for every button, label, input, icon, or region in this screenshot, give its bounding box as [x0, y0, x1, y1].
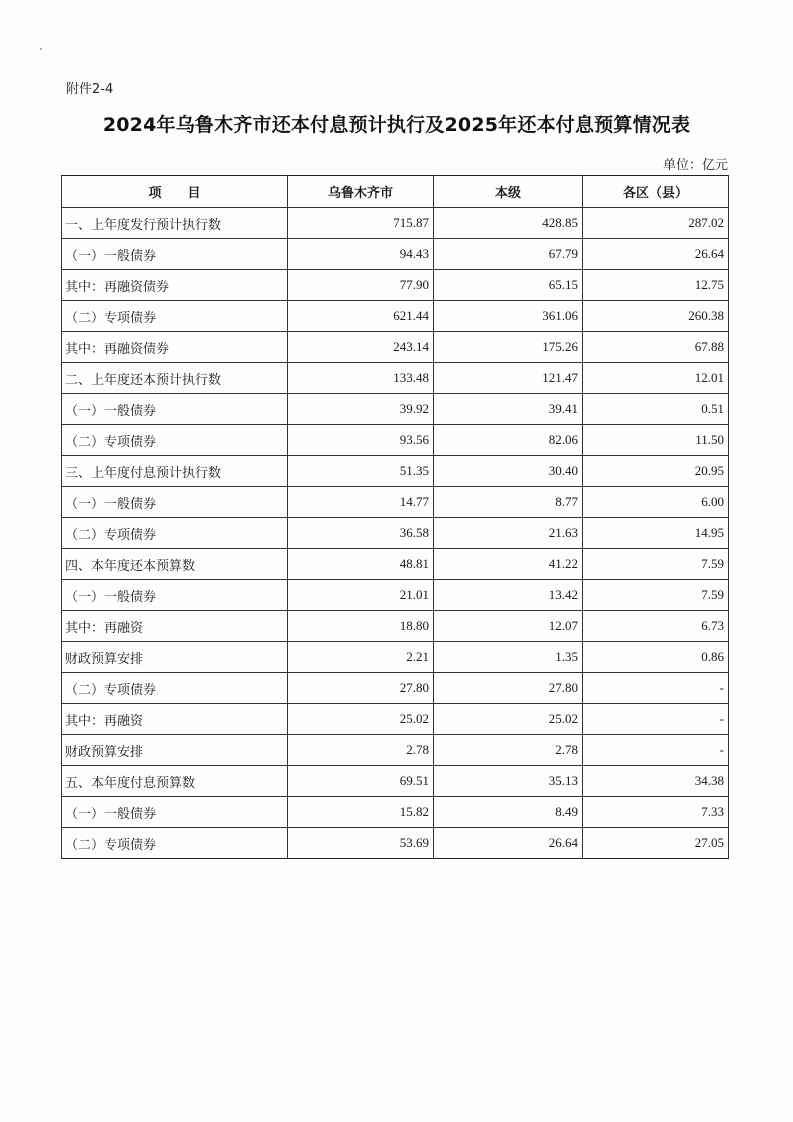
table-row [62, 425, 729, 456]
row-city-value: 243.14 [288, 332, 434, 363]
row-municipal-value: 26.64 [434, 828, 583, 859]
table-body [62, 208, 729, 859]
row-city-value: 53.69 [288, 828, 434, 859]
row-districts-value: 287.02 [583, 208, 729, 239]
row-city-value: 15.82 [288, 797, 434, 828]
row-districts-value: 0.51 [583, 394, 729, 425]
row-item: 五、本年度付息预算数 [62, 766, 288, 797]
row-city-value: 94.43 [288, 239, 434, 270]
header-municipal: 本级 [434, 176, 583, 208]
header-item: 项 目 [62, 176, 288, 208]
table-row [62, 456, 729, 487]
row-item: 其中：再融资 [62, 611, 288, 642]
row-districts-value: - [583, 673, 729, 704]
row-city-value: 2.78 [288, 735, 434, 766]
row-municipal-value: 8.77 [434, 487, 583, 518]
row-municipal-value: 175.26 [434, 332, 583, 363]
row-item: （二）专项债券 [62, 673, 288, 704]
row-item: 其中：再融资债券 [62, 270, 288, 301]
table-row [62, 797, 729, 828]
row-item: 其中：再融资债券 [62, 332, 288, 363]
document-title: 2024年乌鲁木齐市还本付息预计执行及2025年还本付息预算情况表 [102, 114, 691, 136]
row-districts-value: 14.95 [583, 518, 729, 549]
row-districts-value: - [583, 735, 729, 766]
row-item: （二）专项债券 [62, 301, 288, 332]
row-municipal-value: 428.85 [434, 208, 583, 239]
table-row [62, 704, 729, 735]
table-header-row [62, 176, 729, 208]
row-city-value: 133.48 [288, 363, 434, 394]
row-municipal-value: 25.02 [434, 704, 583, 735]
row-city-value: 51.35 [288, 456, 434, 487]
row-municipal-value: 13.42 [434, 580, 583, 611]
row-municipal-value: 27.80 [434, 673, 583, 704]
table-row [62, 673, 729, 704]
row-city-value: 715.87 [288, 208, 434, 239]
table-row [62, 518, 729, 549]
row-municipal-value: 41.22 [434, 549, 583, 580]
table-row [62, 549, 729, 580]
row-item: （一）一般债券 [62, 487, 288, 518]
row-city-value: 36.58 [288, 518, 434, 549]
row-city-value: 21.01 [288, 580, 434, 611]
row-item: （一）一般债券 [62, 580, 288, 611]
row-municipal-value: 8.49 [434, 797, 583, 828]
row-city-value: 93.56 [288, 425, 434, 456]
row-districts-value: 67.88 [583, 332, 729, 363]
table-row [62, 332, 729, 363]
row-item: 其中：再融资 [62, 704, 288, 735]
header-city: 乌鲁木齐市 [288, 176, 434, 208]
row-districts-value: 6.73 [583, 611, 729, 642]
row-municipal-value: 361.06 [434, 301, 583, 332]
row-item: （一）一般债券 [62, 394, 288, 425]
row-item: （二）专项债券 [62, 518, 288, 549]
table-row [62, 735, 729, 766]
row-item: 财政预算安排 [62, 642, 288, 673]
row-districts-value: 20.95 [583, 456, 729, 487]
row-item: （二）专项债券 [62, 425, 288, 456]
row-municipal-value: 21.63 [434, 518, 583, 549]
table-row [62, 363, 729, 394]
row-city-value: 621.44 [288, 301, 434, 332]
row-city-value: 39.92 [288, 394, 434, 425]
row-city-value: 77.90 [288, 270, 434, 301]
row-city-value: 18.80 [288, 611, 434, 642]
row-districts-value: 7.33 [583, 797, 729, 828]
table-row [62, 208, 729, 239]
row-districts-value: 12.75 [583, 270, 729, 301]
row-item: （二）专项债券 [62, 828, 288, 859]
scan-speck [40, 48, 42, 50]
attachment-label: 附件2-4 [66, 82, 114, 97]
row-city-value: 27.80 [288, 673, 434, 704]
row-item: 四、本年度还本预算数 [62, 549, 288, 580]
row-districts-value: 11.50 [583, 425, 729, 456]
row-item: 财政预算安排 [62, 735, 288, 766]
row-city-value: 48.81 [288, 549, 434, 580]
row-districts-value: 34.38 [583, 766, 729, 797]
row-item: （一）一般债券 [62, 797, 288, 828]
table-row [62, 580, 729, 611]
row-districts-value: - [583, 704, 729, 735]
row-item: （一）一般债券 [62, 239, 288, 270]
debt-service-table [61, 175, 729, 859]
row-municipal-value: 30.40 [434, 456, 583, 487]
row-districts-value: 0.86 [583, 642, 729, 673]
row-municipal-value: 12.07 [434, 611, 583, 642]
row-municipal-value: 35.13 [434, 766, 583, 797]
row-districts-value: 7.59 [583, 549, 729, 580]
row-municipal-value: 65.15 [434, 270, 583, 301]
row-municipal-value: 121.47 [434, 363, 583, 394]
table-row [62, 642, 729, 673]
row-item: 一、上年度发行预计执行数 [62, 208, 288, 239]
row-item: 三、上年度付息预计执行数 [62, 456, 288, 487]
table-row [62, 301, 729, 332]
row-municipal-value: 39.41 [434, 394, 583, 425]
row-municipal-value: 2.78 [434, 735, 583, 766]
table-row [62, 239, 729, 270]
row-districts-value: 6.00 [583, 487, 729, 518]
table-row [62, 611, 729, 642]
table-row [62, 394, 729, 425]
header-districts: 各区（县） [583, 176, 729, 208]
table-row [62, 487, 729, 518]
row-districts-value: 27.05 [583, 828, 729, 859]
table-row [62, 828, 729, 859]
unit-label: 单位：亿元 [662, 158, 728, 173]
row-city-value: 14.77 [288, 487, 434, 518]
row-districts-value: 26.64 [583, 239, 729, 270]
row-city-value: 25.02 [288, 704, 434, 735]
row-municipal-value: 82.06 [434, 425, 583, 456]
row-city-value: 69.51 [288, 766, 434, 797]
row-municipal-value: 1.35 [434, 642, 583, 673]
table-row [62, 766, 729, 797]
row-municipal-value: 67.79 [434, 239, 583, 270]
row-districts-value: 7.59 [583, 580, 729, 611]
row-city-value: 2.21 [288, 642, 434, 673]
row-districts-value: 12.01 [583, 363, 729, 394]
table-row [62, 270, 729, 301]
row-item: 二、上年度还本预计执行数 [62, 363, 288, 394]
row-districts-value: 260.38 [583, 301, 729, 332]
